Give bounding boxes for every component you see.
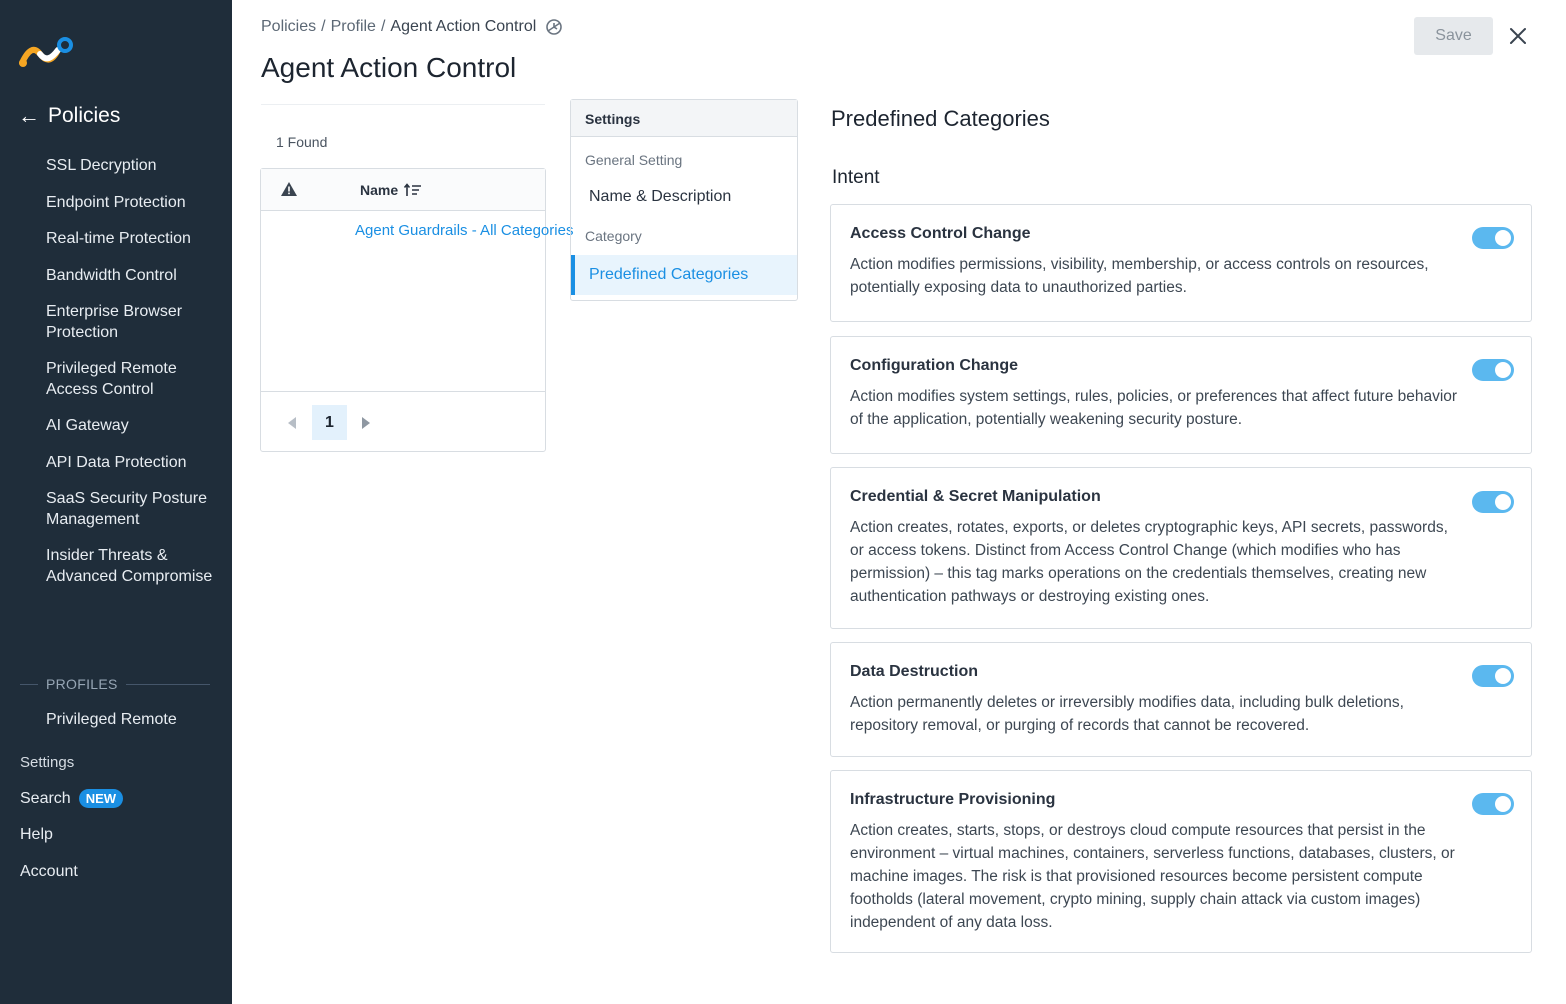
history-icon[interactable] [545,18,563,36]
sidebar-item-insider-threats[interactable]: Insider Threats & Advanced Compromise [46,547,213,585]
profiles-label: PROFILES [46,676,118,692]
settings-label: Settings [20,753,75,771]
category-card-credential-secret [830,467,1532,629]
category-toggle[interactable] [1472,491,1514,513]
group-title-intent: Intent [832,167,880,188]
card-description: Action creates, starts, stops, or destroys cloud compute resources that persist in the environment – virtual machines, containers, serverless functions, databases, clusters, or machine images. The risk is that provisioned resources become persistent compute footholds (lateral movement, crypto mining, supply chain attack via custom images) independent of any data loss. [850,822,1455,931]
card-description: Action modifies permissions, visibility, membership, or access controls on resources, potentially exposing data to unauthorized parties. [850,256,1429,296]
sidebar-item-saas-security[interactable]: SaaS Security Posture Management [46,490,207,528]
sidebar-item-search[interactable] [20,789,123,809]
sidebar-item-api-data-protection[interactable]: API Data Protection [46,453,187,471]
search-label: Search [20,789,71,807]
table-row-agent-guardrails[interactable]: Agent Guardrails - All Categories [355,222,574,239]
section-category: Category [585,228,642,244]
category-toggle[interactable] [1472,227,1514,249]
sidebar-item-endpoint-protection[interactable]: Endpoint Protection [46,193,186,211]
table-header [261,169,545,211]
settings-nav-header: Settings [571,100,797,137]
category-toggle[interactable] [1472,793,1514,815]
account-label: Account [20,862,78,880]
category-card-configuration-change [830,336,1532,454]
card-description: Action modifies system settings, rules, policies, or preferences that affect future behavior of the application, potentially weakening security posture. [850,388,1458,428]
sidebar-bottom-nav [20,752,123,898]
results-count: 1 Found [276,134,328,150]
card-title: Infrastructure Provisioning [850,791,1056,808]
sidebar-item-realtime-protection[interactable]: Real-time Protection [46,230,191,247]
page-title: Agent Action Control [261,52,517,83]
new-badge: NEW [79,789,123,808]
breadcrumb-profile[interactable]: Profile [330,18,376,35]
page-number-button[interactable]: 1 [312,405,347,440]
help-label: Help [20,826,53,843]
breadcrumb-policies[interactable]: Policies [261,18,317,35]
sidebar-item-privileged-remote[interactable]: Privileged Remote [46,711,177,728]
sidebar-item-settings[interactable] [20,752,123,772]
sidebar-item-ai-gateway[interactable]: AI Gateway [46,417,129,434]
card-title: Data Destruction [850,663,979,680]
breadcrumb-current: Agent Action Control [390,18,537,35]
sidebar-item-enterprise-browser[interactable]: Enterprise Browser Protection [46,303,183,341]
card-title: Credential & Secret Manipulation [850,488,1101,505]
category-toggle[interactable] [1472,665,1514,687]
column-header-name[interactable] [360,182,422,198]
card-title: Configuration Change [850,357,1018,374]
settings-nav-panel [570,99,798,301]
previous-page-icon[interactable] [288,417,296,429]
card-description: Action creates, rotates, exports, or deletes cryptographic keys, API secrets, passwords, or access tokens. Distinct from Access Control Change (which modifies who has permission) – this tag marks operations on the credentials themselves, creating new authentication pathways or destroying existing ones. [850,519,1448,605]
section-general-setting: General Setting [585,152,683,168]
settings-nav-name-description[interactable]: Name & Description [589,188,732,205]
profiles-section-header [20,676,210,692]
divider [261,104,545,105]
column-name-label: Name [360,182,399,198]
category-card-access-control-change [830,204,1532,322]
breadcrumb [261,18,563,36]
breadcrumb-separator: / [321,18,326,35]
sidebar-item-privileged-remote-access[interactable]: Privileged Remote Access Control [46,360,177,398]
sort-ascending-icon[interactable] [404,183,422,197]
pagination [261,391,545,453]
close-icon[interactable] [1506,24,1530,48]
sidebar [0,0,232,1004]
card-title: Access Control Change [850,225,1031,242]
breadcrumb-separator: / [380,18,386,35]
warning-icon [280,181,298,197]
profile-list-table [260,168,574,452]
card-description: Action permanently deletes or irreversibly modifies data, including bulk deletions, repository removal, or purging of records that cannot be recovered. [850,694,1404,734]
sidebar-title: Policies [48,104,121,127]
settings-nav-predefined-categories[interactable]: Predefined Categories [571,255,797,295]
category-toggle[interactable] [1472,359,1514,381]
divider [126,684,210,685]
section-title: Predefined Categories [831,106,1050,131]
sidebar-item-account[interactable] [20,862,123,882]
category-card-infrastructure-provisioning [830,770,1532,953]
arrow-left-icon: ← [18,103,40,128]
sidebar-item-help[interactable] [20,825,123,845]
brand-logo-icon[interactable] [18,36,76,70]
back-to-policies[interactable] [18,104,120,128]
sidebar-item-ssl-decryption[interactable]: SSL Decryption [46,157,157,174]
divider [20,684,38,685]
next-page-icon[interactable] [362,417,370,429]
category-card-data-destruction [830,642,1532,757]
save-button[interactable]: Save [1414,17,1493,55]
sidebar-item-bandwidth-control[interactable]: Bandwidth Control [46,266,177,284]
sidebar-nav [46,156,222,603]
